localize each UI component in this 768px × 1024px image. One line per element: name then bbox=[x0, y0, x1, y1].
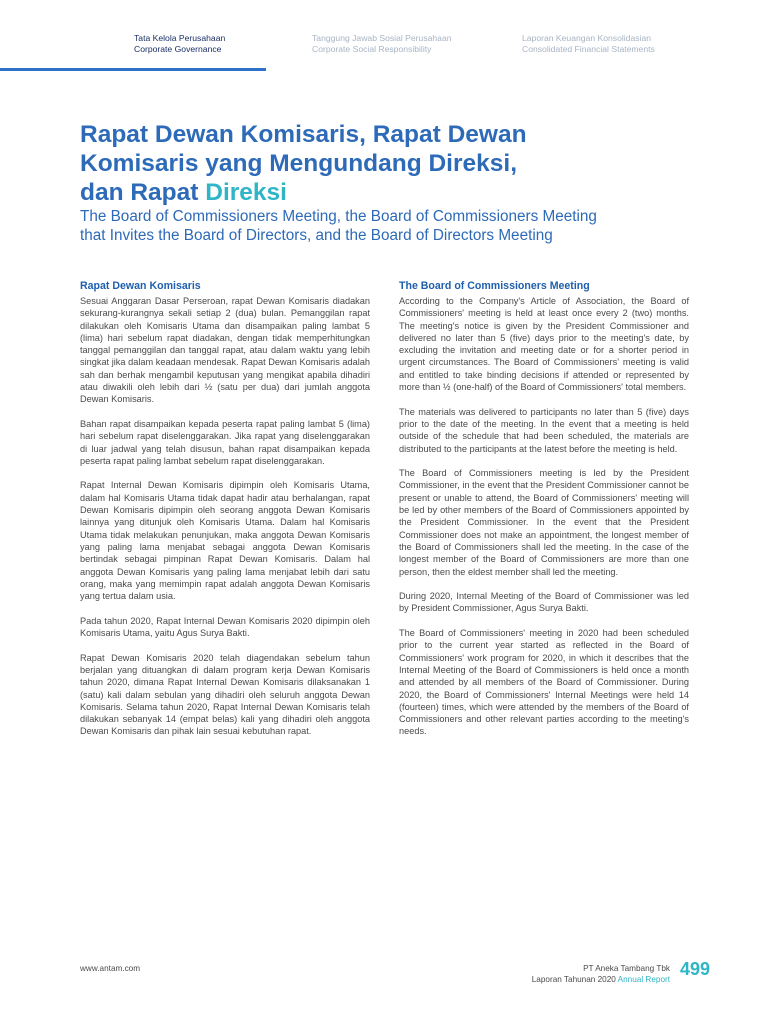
active-tab-underline bbox=[0, 68, 266, 71]
tab-corporate-governance[interactable] bbox=[134, 33, 225, 55]
title-line-1: Rapat Dewan Komisaris, Rapat Dewan bbox=[80, 121, 527, 148]
title-line-3a: dan Rapat bbox=[80, 179, 206, 206]
tab-label-en: Corporate Social Responsibility bbox=[312, 44, 432, 54]
title-line-2: Komisaris yang Mengundang Direksi, bbox=[80, 150, 518, 177]
left-paragraph: Bahan rapat disampaikan kepada peserta rapat paling lambat 5 (lima) hari sebelum rapat diselenggarakan. Jika rapat yang diselenggarakan di luar jadwal yang telah disusun, bahan rapat disampaikan kepada peserta rapat paling lambat sebelum rapat diselenggarakan. bbox=[80, 418, 370, 466]
page-number: 499 bbox=[680, 959, 711, 979]
report-title-prefix: Laporan Tahunan 2020 bbox=[531, 975, 618, 984]
report-title-suffix: Annual Report bbox=[617, 975, 670, 984]
right-paragraph: The materials was delivered to participants no later than 5 (five) days prior to the date of the meeting. In the event that a meeting is held outside of the schedule that had been scheduled, the materials are distributed to the participants at the latest before the meeting is held. bbox=[399, 406, 689, 454]
tab-label-en: Corporate Governance bbox=[134, 44, 222, 54]
right-paragraph: During 2020, Internal Meeting of the Board of Commissioner was led by President Commissioner, Agus Surya Bakti. bbox=[399, 591, 689, 614]
tab-label-id: Tata Kelola Perusahaan bbox=[134, 33, 226, 43]
tab-consolidated-financial-statements[interactable] bbox=[522, 33, 655, 55]
tab-label-id: Tanggung Jawab Sosial Perusahaan bbox=[312, 33, 452, 43]
website-link[interactable]: www.antam.com bbox=[80, 964, 141, 973]
right-column bbox=[399, 280, 689, 750]
right-paragraph: The Board of Commissioners' meeting in 2020 had been scheduled prior to the current year started as reflected in the Board of Commissioners' work program for 2020, in which it describes that the Internal Meeting of the Board of Commissioners is held once a month and attended by all members of the Board of Commissioner. During 2020, the Board of Commissioners' Internal Meetings were held 14 (fourteen) times, which were attended by the members of the Board of Commissioners and other relevant parties according to the meeting's needs. bbox=[399, 628, 689, 737]
left-heading: Rapat Dewan Komisaris bbox=[80, 280, 201, 292]
footer-report-info bbox=[480, 963, 670, 985]
title-line-3b: Direksi bbox=[205, 179, 287, 206]
company-name: PT Aneka Tambang Tbk bbox=[583, 964, 670, 973]
subtitle-line-1: The Board of Commissioners Meeting, the Board of Commissioners Meeting bbox=[80, 208, 597, 225]
tab-label-id: Laporan Keuangan Konsolidasian bbox=[522, 33, 652, 43]
left-column bbox=[80, 280, 370, 750]
tab-corporate-social-responsibility[interactable] bbox=[312, 33, 452, 55]
right-heading: The Board of Commissioners Meeting bbox=[399, 280, 590, 292]
page-title bbox=[80, 120, 700, 207]
page-subtitle bbox=[80, 207, 720, 245]
left-paragraph: Rapat Dewan Komisaris 2020 telah diagendakan sebelum tahun berjalan yang dituangkan di dalam program kerja Dewan Komisaris tahun 2020, dimana Rapat Internal Dewan Komisaris dilaksanakan 1 (satu) kali dalam sebulan yang dihadiri oleh seluruh anggota Dewan Komisaris. Selama tahun 2020, Rapat Internal Dewan Komisaris telah dilakukan sebanyak 14 (empat belas) kali yang dihadiri oleh anggota Dewan Komisaris dan pihak lain sesuai kebutuhan rapat. bbox=[80, 652, 370, 737]
left-paragraph: Sesuai Anggaran Dasar Perseroan, rapat Dewan Komisaris diadakan sekurang-kurangnya sekali setiap 2 (dua) bulan. Pemanggilan rapat dilakukan oleh Komisaris Utama dan disampaikan paling lambat 5 (lima) hari sebelum rapat diadakan, dengan tidak memperhitungkan tanggal pemanggilan dan tanggal rapat, atau dalam waktu yang lebih singkat jika dalam keadaan mendesak. Rapat Dewan Komisaris adalah sah dan berhak mengambil keputusan yang mengikat apabila dihadiri atau diwakili oleh lebih dari ½ (satu per dua) dari jumlah anggota Dewan Komisaris. bbox=[80, 296, 370, 405]
subtitle-line-2: that Invites the Board of Directors, and the Board of Directors Meeting bbox=[80, 227, 553, 244]
right-paragraph: The Board of Commissioners meeting is led by the President Commissioner, in the event that the President Commissioner cannot be present or unable to attend, the Board of Commissioners' meeting will be led by other members of the Board of Commissioners appointed by the President Commissioner. In the event that the President Commissioner does not make an appointment, the longest member of the Board of Commissioners shall led the meeting. In the case of the longest member of the Board of Commissioners are more than one person, then the eldest member shall led the meeting. bbox=[399, 468, 689, 577]
right-paragraph: According to the Company's Article of Association, the Board of Commissioners' meeting is held at least once every 2 (two) months. The meeting's notice is given by the President Commissioner and delivered no later than 5 (five) days prior to the meeting's date, by excluding the invitation and meeting date or for a shorter period in urgent circumstances. The Board of Commissioners' meeting is valid and entitled to take binding decisions if attended or represented by more than ½ (one-half) of the Board of Commissioners' total members. bbox=[399, 296, 689, 393]
left-paragraph: Pada tahun 2020, Rapat Internal Dewan Komisaris 2020 dipimpin oleh Komisaris Utama, yaitu Agus Surya Bakti. bbox=[80, 615, 370, 639]
left-paragraph: Rapat Internal Dewan Komisaris dipimpin oleh Komisaris Utama, dalam hal Komisaris Utama tidak dapat hadir atau berhalangan, rapat Dewan Komisaris dipimpin oleh seorang anggota Dewan Komisaris lainnya yang ditunjuk oleh Komisaris Utama. Dalam hal Komisaris Utama tidak melakukan penunjukan, maka anggota Dewan Komisaris yang paling lama menjabat sebagai anggota Dewan Komisaris bertindak sebagai pimpinan Rapat Dewan Komisaris. Dalam hal anggota Dewan Komisaris yang paling lama menjabat lebih dari satu orang, maka yang memimpin rapat adalah anggota Dewan Komisaris yang tertua dalam usia. bbox=[80, 480, 370, 602]
section-tabs bbox=[0, 33, 768, 73]
tab-label-en: Consolidated Financial Statements bbox=[522, 44, 655, 54]
